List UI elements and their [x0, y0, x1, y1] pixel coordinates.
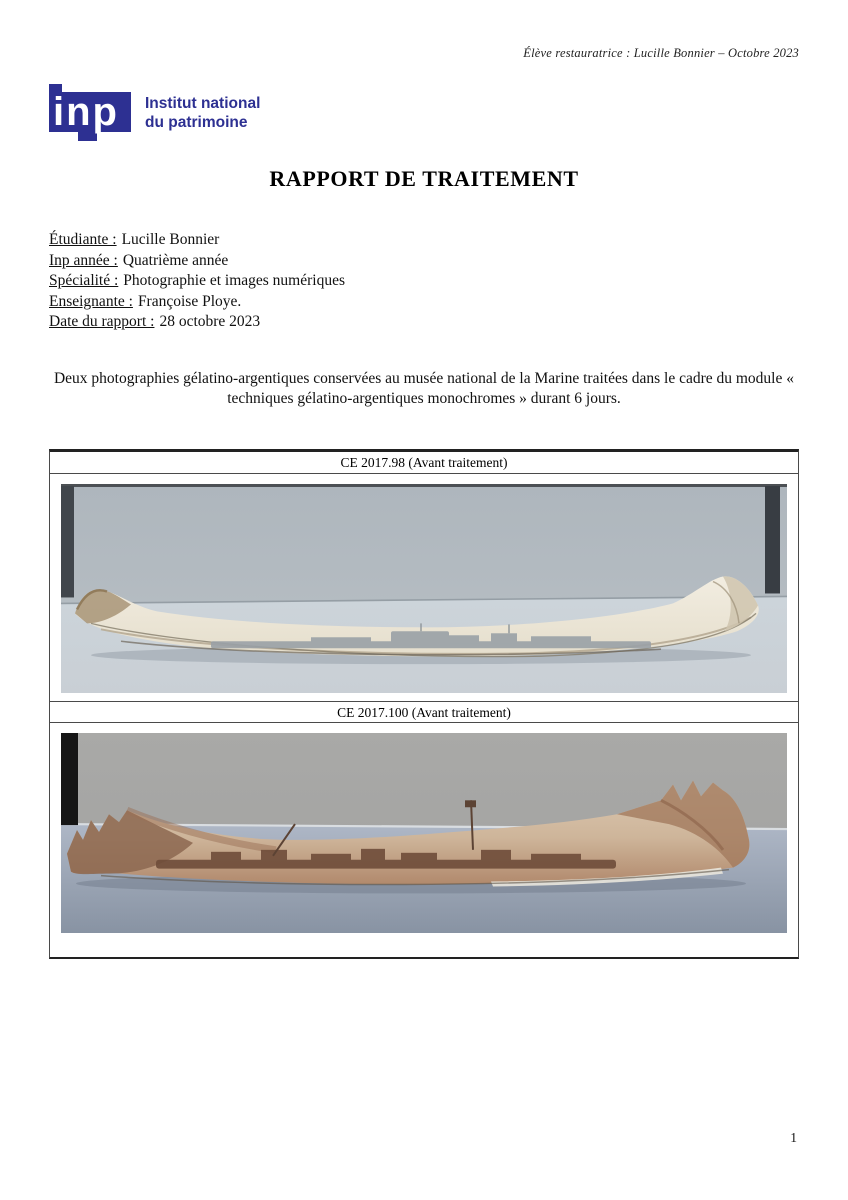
field-label: Enseignante : [49, 292, 133, 310]
photo-caption-1: CE 2017.98 (Avant traitement) [50, 452, 798, 474]
page-number: 1 [790, 1130, 797, 1145]
photo-cell-1 [50, 474, 798, 701]
field-label: Date du rapport : [49, 313, 155, 330]
logo-name-line1: Institut national [145, 94, 261, 112]
field-value: Lucille Bonnier [121, 231, 220, 248]
field-value: 28 octobre 2023 [159, 313, 261, 330]
field-value: Photographie et images numériques [123, 272, 345, 289]
page-title: RAPPORT DE TRAITEMENT [269, 166, 579, 191]
field-label: Inp année : [49, 251, 118, 269]
field-etudiante [49, 230, 799, 251]
photo-ce-2017-98 [61, 484, 787, 693]
field-specialite [49, 271, 799, 292]
photo-ce-2017-100 [61, 733, 787, 933]
photo-table [49, 449, 799, 959]
intro-paragraph: Deux photographies gélatino-argentiques conservées au musée national de la Marine traitées dans le cadre du module « techniques gélatino-argentiques monochromes » durant 6 jours. [53, 369, 794, 407]
inp-logo-mark [49, 84, 131, 142]
field-label: Étudiante : [49, 231, 117, 248]
field-value: Françoise Ploye. [137, 292, 242, 310]
photo-caption-2: CE 2017.100 (Avant traitement) [50, 701, 798, 723]
field-label: Spécialité : [49, 272, 119, 289]
logo-name-line2: du patrimoine [145, 114, 248, 131]
inp-logo-name [145, 94, 260, 133]
photo-cell-2 [50, 723, 798, 957]
field-value: Quatrième année [122, 251, 229, 269]
field-date-rapport [49, 312, 799, 333]
logo-acronym: inp [53, 90, 119, 134]
inp-logo [49, 84, 799, 142]
field-enseignante [49, 292, 799, 313]
metadata-fields [49, 230, 799, 333]
field-inp-annee [49, 251, 799, 272]
header-note: Élève restauratrice : Lucille Bonnier – Octobre 2023 [523, 46, 799, 60]
